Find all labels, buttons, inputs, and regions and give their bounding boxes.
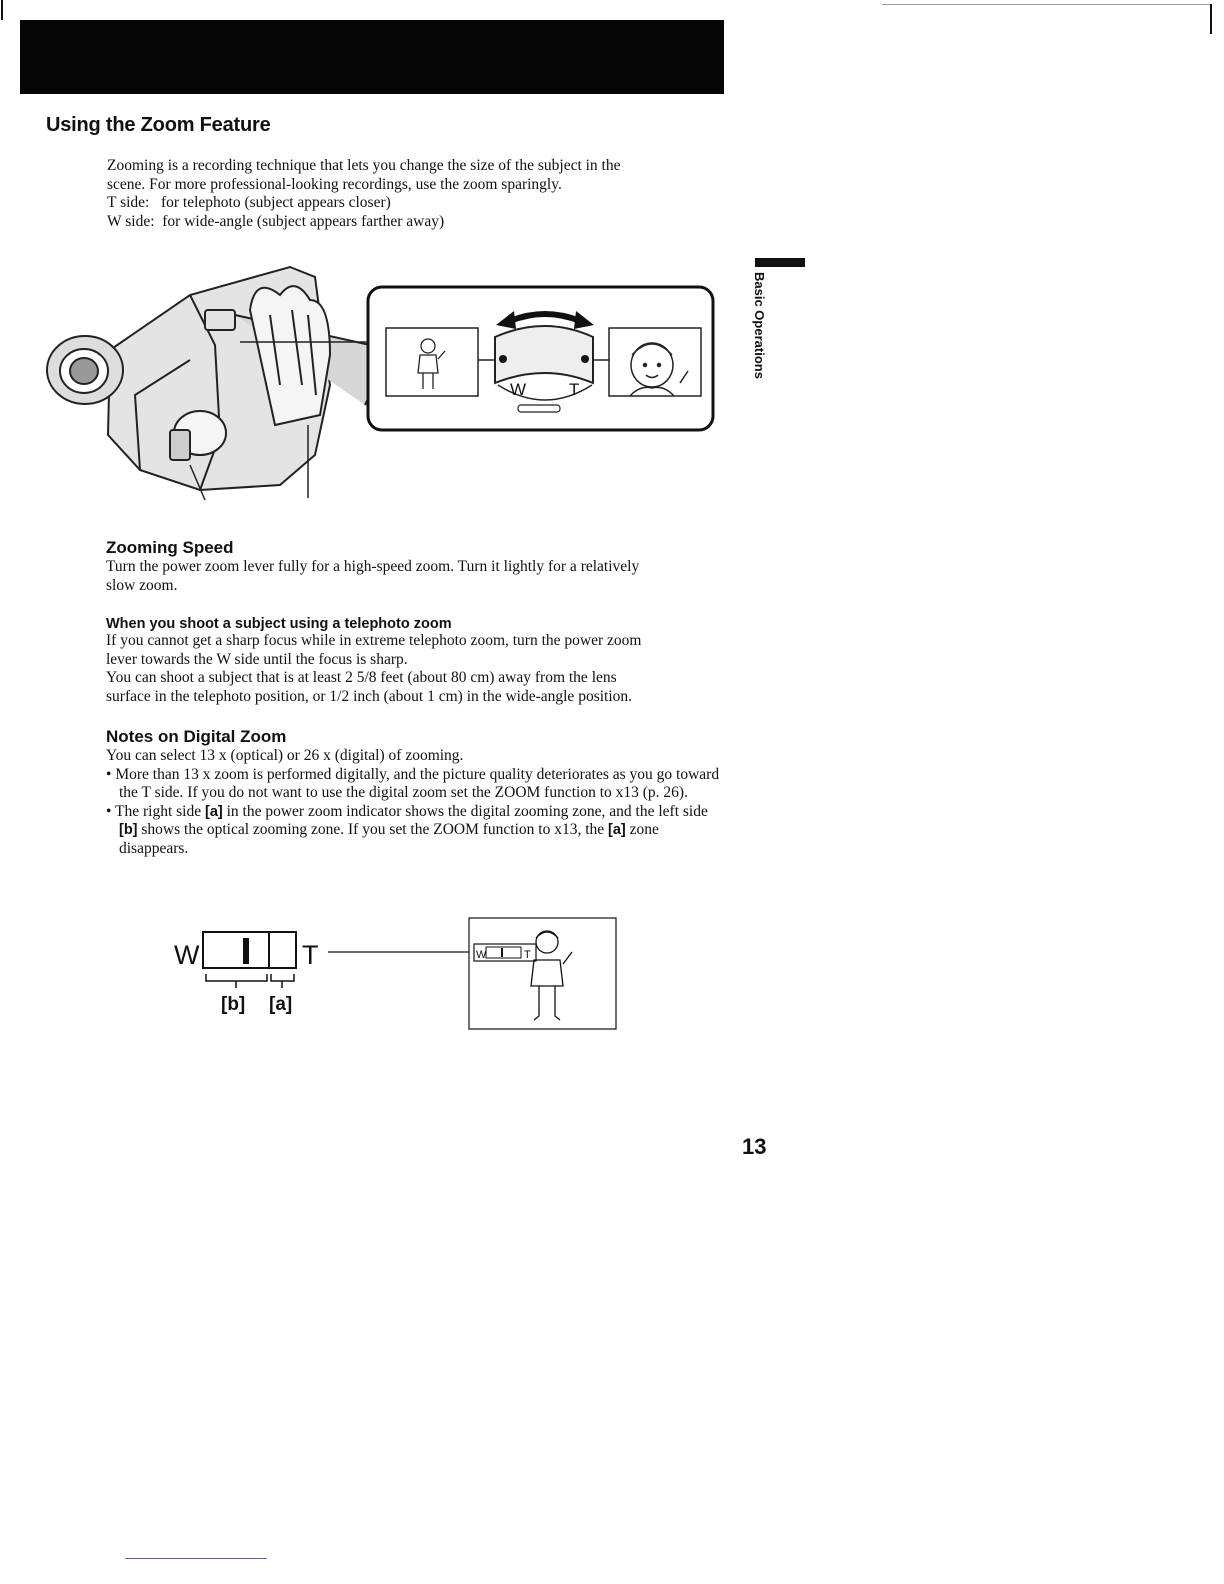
bottom-rule (125, 1558, 267, 1559)
digital-zoom-section (106, 727, 726, 858)
zooming-speed-text (106, 558, 746, 595)
top-rule (882, 4, 1212, 5)
small-t-label: T (524, 949, 531, 961)
header-bar (20, 20, 724, 94)
zoom-position-marker (243, 938, 249, 964)
zooming-speed-section (106, 538, 746, 595)
zoom-callout-box (368, 287, 713, 430)
digital-zoom-text (106, 747, 726, 858)
bullet-text: More than 13 x zoom is performed digitally, and the picture quality deteriorates as you go toward the T side. If you do not want to use the digital zoom set the ZOOM function to x13 (p. 26). (115, 765, 720, 801)
section-tab-text: Basic Operations (752, 272, 767, 379)
small-w-label: W (476, 949, 487, 961)
zoom-indicator-diagram (170, 912, 630, 1037)
viewfinder-indicator-bar (486, 947, 521, 958)
zone-brackets (206, 974, 294, 988)
digital-zoom-heading: Notes on Digital Zoom (106, 727, 287, 746)
zone-key: [a] (608, 822, 626, 838)
section-tab-label (749, 272, 769, 392)
text-line: surface in the telephoto position, or 1/2 inch (about 1 cm) in the wide-angle position. (106, 687, 633, 705)
bullet-text: in the power zoom indicator shows the digital zooming zone, and the left side (222, 802, 708, 820)
zooming-speed-heading: Zooming Speed (106, 538, 234, 557)
page-number: 13 (742, 1134, 767, 1159)
label-a: [a] (269, 994, 293, 1015)
page-edge-mark (1, 0, 3, 20)
viewfinder-position-marker (501, 948, 503, 957)
indicator-w-label: W (174, 940, 200, 970)
text-line: Turn the power zoom lever fully for a high-speed zoom. Turn it lightly for a relatively (106, 558, 640, 575)
camcorder-body (108, 267, 380, 490)
lever-w-label: W (510, 380, 527, 399)
intro-line: W side: for wide-angle (subject appears farther away) (107, 212, 445, 230)
lever-t-label: T (569, 380, 580, 399)
telephoto-section (106, 616, 746, 706)
page-edge-mark (1210, 4, 1212, 34)
intro-line: Zooming is a recording technique that lets you change the size of the subject in the (107, 157, 621, 174)
text-line: slow zoom. (106, 576, 178, 594)
telephoto-view (609, 328, 701, 396)
bullet-text: The right side (115, 802, 205, 820)
bullet-text: zone disappears. (119, 821, 659, 857)
zone-key: [a] (205, 803, 223, 820)
text-line: lever towards the W side until the focus is sharp. (106, 650, 408, 668)
intro-line: T side: for telephoto (subject appears closer) (107, 194, 391, 211)
indicator-t-label: T (302, 940, 319, 970)
intro-line: scene. For more professional-looking recordings, use the zoom sparingly. (107, 175, 562, 193)
bullet-item: • The right side [a] in the power zoom indicator shows the digital zooming zone, and the left side [b] shows the optical zooming zone. If you set the ZOOM function to x13, the [a] zone disappears. (106, 802, 708, 857)
telephoto-heading: When you shoot a subject using a telephoto zoom (106, 616, 452, 632)
section-tab-bar (755, 258, 805, 267)
telephoto-text (106, 632, 746, 706)
wide-angle-view (386, 328, 478, 396)
zoom-indicator-bar (203, 932, 296, 968)
zone-key: [b] (119, 822, 138, 838)
lens (47, 336, 123, 404)
text-line: If you cannot get a sharp focus while in extreme telephoto zoom, turn the power zoom (106, 632, 642, 649)
intro-text (107, 157, 747, 231)
bullet-text: shows the optical zooming zone. If you set the ZOOM function to x13, the (137, 821, 609, 838)
section-title: Using the Zoom Feature (46, 114, 271, 136)
text-line: You can select 13 x (optical) or 26 x (digital) of zooming. (106, 747, 464, 764)
camcorder-zoom-illustration (40, 255, 730, 505)
text-line: You can shoot a subject that is at least 2 5/8 feet (about 80 cm) away from the lens (106, 669, 617, 686)
label-b: [b] (221, 994, 246, 1015)
viewfinder-frame (469, 918, 616, 1029)
bullet-item: • More than 13 x zoom is performed digitally, and the picture quality deteriorates as you go toward the T side. If you do not want to use the digital zoom set the ZOOM function to x13 (p. 26). (106, 765, 720, 801)
